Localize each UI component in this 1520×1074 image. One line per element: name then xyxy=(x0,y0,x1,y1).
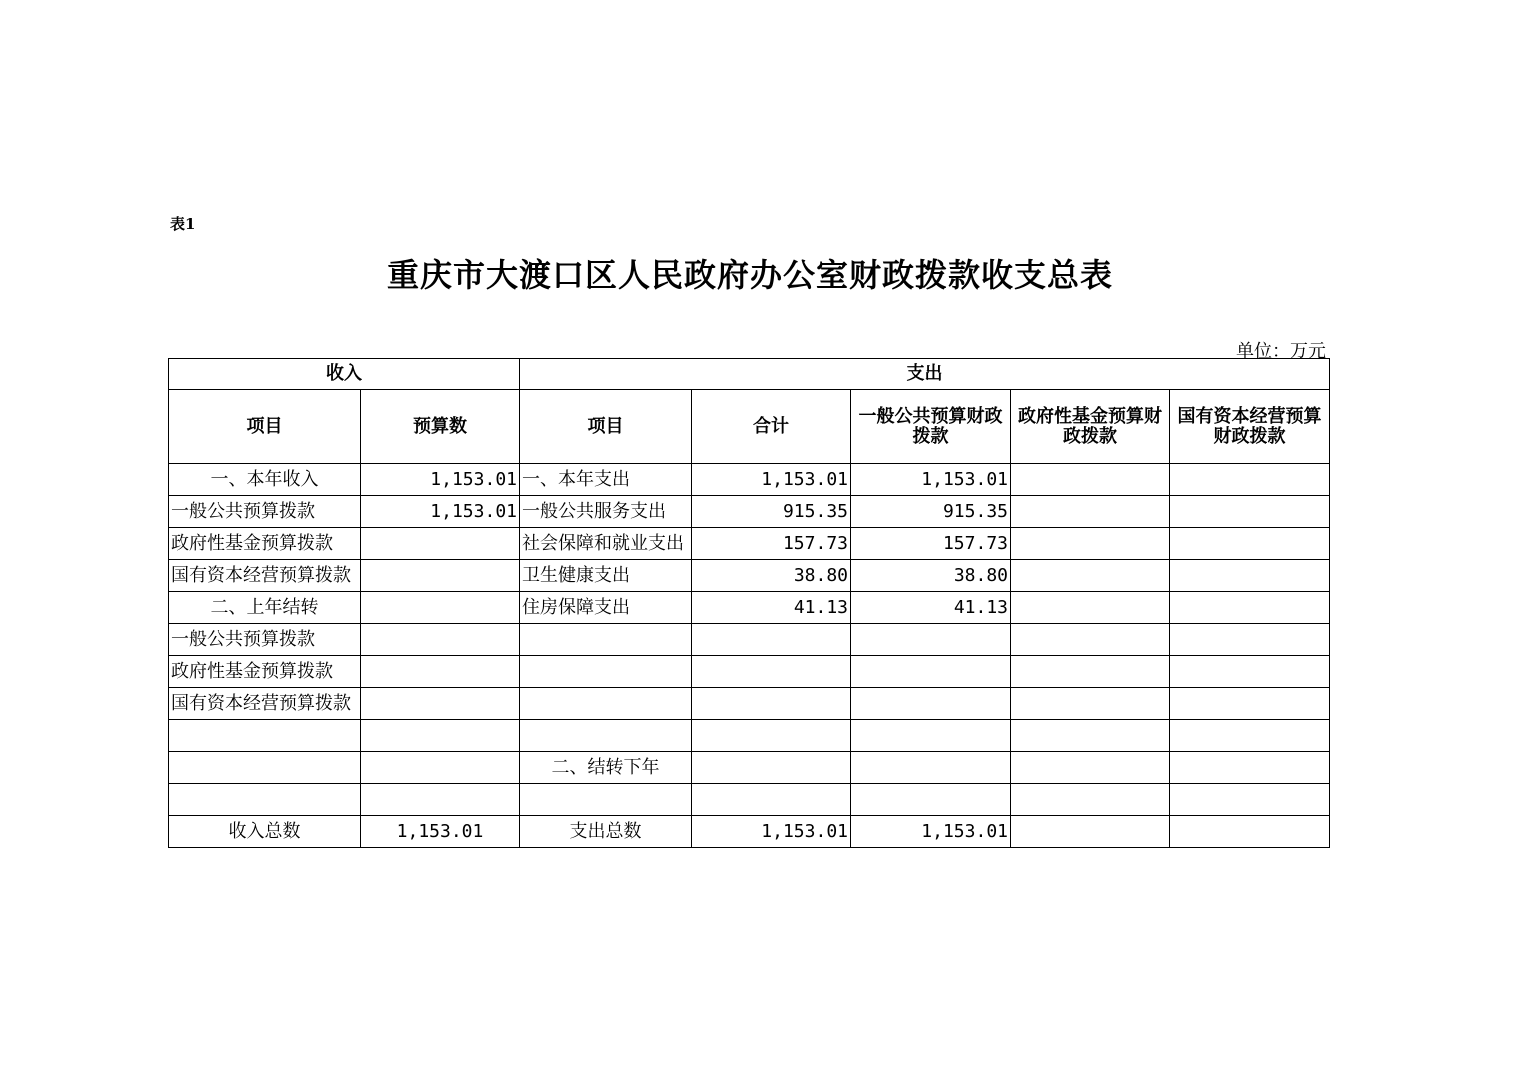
expense-total-value: 1,153.01 xyxy=(692,816,851,848)
expense-state-cell xyxy=(1170,752,1330,784)
expense-fund-cell xyxy=(1011,592,1170,624)
expense-state-total xyxy=(1170,816,1330,848)
col-header-total: 合计 xyxy=(692,390,851,464)
income-item-cell xyxy=(169,784,361,816)
income-budget-cell xyxy=(361,720,520,752)
expense-total-cell: 41.13 xyxy=(692,592,851,624)
expense-fund-cell xyxy=(1011,528,1170,560)
expense-fund-total xyxy=(1011,816,1170,848)
col-header-expense-item: 项目 xyxy=(520,390,692,464)
expense-general-cell xyxy=(851,784,1011,816)
expense-general-cell: 157.73 xyxy=(851,528,1011,560)
expense-general-cell xyxy=(851,656,1011,688)
expense-general-cell: 915.35 xyxy=(851,496,1011,528)
document-title: 重庆市大渡口区人民政府办公室财政拨款收支总表 xyxy=(386,256,1113,294)
expense-general-cell xyxy=(851,624,1011,656)
expense-state-cell xyxy=(1170,784,1330,816)
expense-state-cell xyxy=(1170,528,1330,560)
expense-general-cell: 1,153.01 xyxy=(851,464,1011,496)
col-header-state-capital: 国有资本经营预算财政拨款 xyxy=(1170,390,1330,464)
income-item-cell: 国有资本经营预算拨款 xyxy=(169,560,361,592)
expense-fund-cell xyxy=(1011,688,1170,720)
expense-total-cell: 157.73 xyxy=(692,528,851,560)
income-item-cell: 政府性基金预算拨款 xyxy=(169,656,361,688)
table-row xyxy=(169,720,1330,752)
table-row xyxy=(169,752,1330,784)
expense-fund-cell xyxy=(1011,752,1170,784)
income-budget-cell xyxy=(361,624,520,656)
table-row xyxy=(169,560,1330,592)
income-budget-cell: 1,153.01 xyxy=(361,464,520,496)
table-number: 表1 xyxy=(170,215,196,233)
table-row xyxy=(169,688,1330,720)
expense-fund-cell xyxy=(1011,720,1170,752)
expense-item-cell xyxy=(520,656,692,688)
col-header-fund: 政府性基金预算财政拨款 xyxy=(1011,390,1170,464)
expense-fund-cell xyxy=(1011,496,1170,528)
expense-item-cell: 一般公共服务支出 xyxy=(520,496,692,528)
expense-general-cell xyxy=(851,752,1011,784)
expense-state-cell xyxy=(1170,464,1330,496)
income-budget-cell xyxy=(361,752,520,784)
expense-total-cell xyxy=(692,624,851,656)
expense-total-label: 支出总数 xyxy=(520,816,692,848)
expense-fund-cell xyxy=(1011,656,1170,688)
expense-total-cell: 1,153.01 xyxy=(692,464,851,496)
header-row-groups xyxy=(169,359,1330,390)
table-row xyxy=(169,784,1330,816)
table-row xyxy=(169,528,1330,560)
income-item-cell xyxy=(169,720,361,752)
income-item-cell: 一般公共预算拨款 xyxy=(169,496,361,528)
col-header-budget: 预算数 xyxy=(361,390,520,464)
expense-total-cell xyxy=(692,784,851,816)
expense-total-cell xyxy=(692,752,851,784)
income-item-cell: 一、本年收入 xyxy=(169,464,361,496)
expense-item-cell xyxy=(520,784,692,816)
income-budget-cell xyxy=(361,784,520,816)
expense-total-cell xyxy=(692,720,851,752)
col-header-income-item: 项目 xyxy=(169,390,361,464)
expense-item-cell: 卫生健康支出 xyxy=(520,560,692,592)
expense-fund-cell xyxy=(1011,464,1170,496)
table-row xyxy=(169,624,1330,656)
expense-total-cell: 38.80 xyxy=(692,560,851,592)
income-group-header: 收入 xyxy=(169,359,520,390)
income-budget-cell: 1,153.01 xyxy=(361,496,520,528)
unit-label: 单位：万元 xyxy=(1236,341,1326,362)
expense-item-cell xyxy=(520,688,692,720)
expense-general-cell: 41.13 xyxy=(851,592,1011,624)
income-item-cell: 二、上年结转 xyxy=(169,592,361,624)
expense-item-cell xyxy=(520,720,692,752)
totals-row xyxy=(169,816,1330,848)
income-budget-cell xyxy=(361,656,520,688)
expense-item-cell: 二、结转下年 xyxy=(520,752,692,784)
expense-total-cell xyxy=(692,656,851,688)
expense-general-cell: 38.80 xyxy=(851,560,1011,592)
expense-state-cell xyxy=(1170,656,1330,688)
table-row xyxy=(169,592,1330,624)
income-budget-cell xyxy=(361,592,520,624)
header-row-columns xyxy=(169,390,1330,464)
income-total-label: 收入总数 xyxy=(169,816,361,848)
income-budget-cell xyxy=(361,688,520,720)
table-row xyxy=(169,496,1330,528)
expense-item-cell xyxy=(520,624,692,656)
table-row xyxy=(169,464,1330,496)
income-budget-cell xyxy=(361,560,520,592)
budget-summary-table xyxy=(168,358,1330,848)
expense-state-cell xyxy=(1170,496,1330,528)
expense-general-total: 1,153.01 xyxy=(851,816,1011,848)
expense-general-cell xyxy=(851,720,1011,752)
income-item-cell: 国有资本经营预算拨款 xyxy=(169,688,361,720)
income-item-cell: 政府性基金预算拨款 xyxy=(169,528,361,560)
expense-state-cell xyxy=(1170,560,1330,592)
expense-total-cell: 915.35 xyxy=(692,496,851,528)
income-item-cell xyxy=(169,752,361,784)
expense-state-cell xyxy=(1170,688,1330,720)
expense-state-cell xyxy=(1170,720,1330,752)
income-item-cell: 一般公共预算拨款 xyxy=(169,624,361,656)
expense-item-cell: 住房保障支出 xyxy=(520,592,692,624)
expense-state-cell xyxy=(1170,624,1330,656)
expense-general-cell xyxy=(851,688,1011,720)
expense-fund-cell xyxy=(1011,784,1170,816)
expense-group-header: 支出 xyxy=(520,359,1330,390)
income-budget-cell xyxy=(361,528,520,560)
expense-item-cell: 社会保障和就业支出 xyxy=(520,528,692,560)
table-row xyxy=(169,656,1330,688)
expense-state-cell xyxy=(1170,592,1330,624)
income-total-value: 1,153.01 xyxy=(361,816,520,848)
expense-item-cell: 一、本年支出 xyxy=(520,464,692,496)
col-header-general: 一般公共预算财政拨款 xyxy=(851,390,1011,464)
expense-fund-cell xyxy=(1011,560,1170,592)
expense-total-cell xyxy=(692,688,851,720)
expense-fund-cell xyxy=(1011,624,1170,656)
